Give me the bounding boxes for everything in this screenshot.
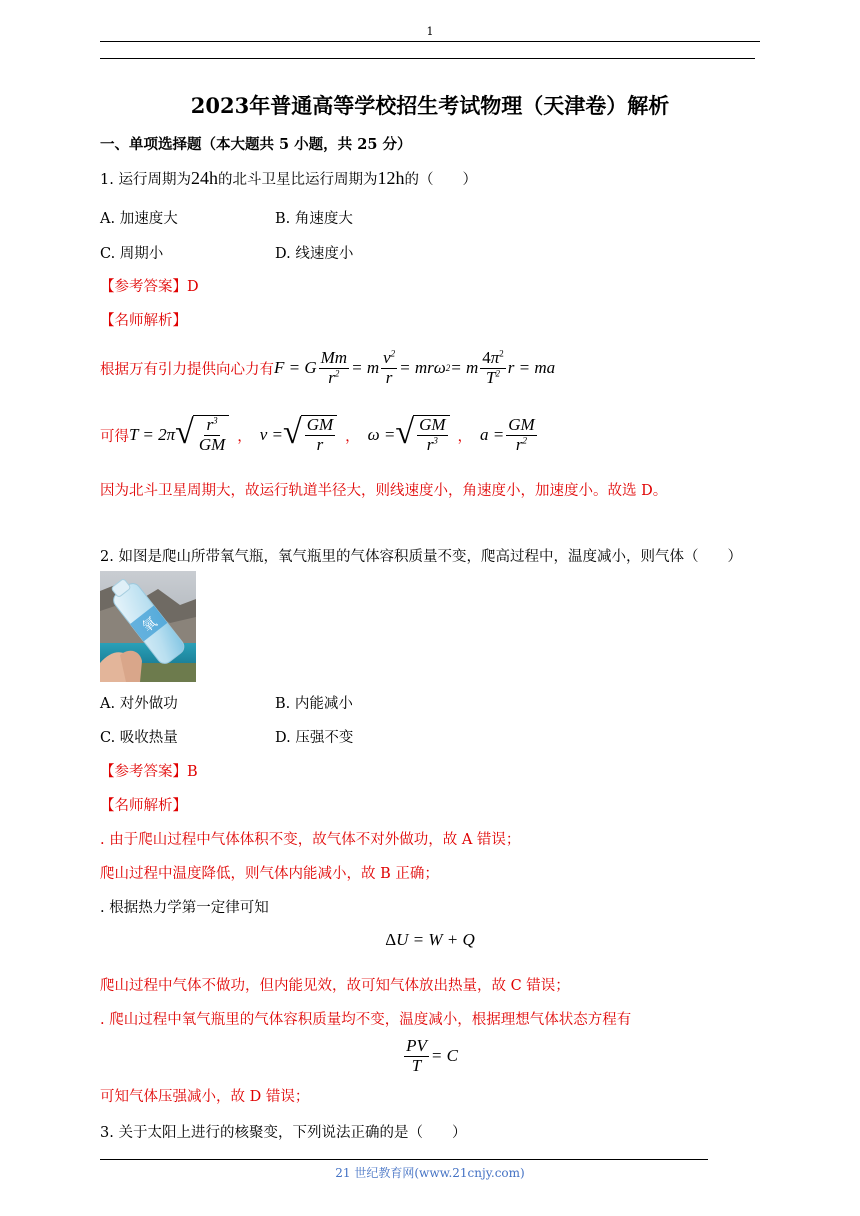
footer-rule — [100, 1159, 708, 1160]
q2-first-law-equation: ΔU = W + Q — [385, 930, 475, 949]
header-rule-top — [100, 41, 760, 42]
svg-text:氧: 氧 — [139, 614, 161, 636]
oxygen-bottle-photo — [100, 571, 196, 682]
q2-option-a: A. 对外做功 — [100, 696, 178, 712]
question-2-stem: 2. 如图是爬山所带氧气瓶，氧气瓶里的气体容积质量不变，爬高过程中，温度减小，则气体（ ） — [100, 549, 742, 565]
q1-option-c: C. 周期小 — [100, 246, 164, 262]
footer-source: 21 世纪教育网(www.21cnjy.com) — [335, 1166, 525, 1180]
q2-option-b: B. 内能减小 — [275, 696, 353, 712]
question-3-stem: 3. 关于太阳上进行的核聚变，下列说法正确的是（ ） — [100, 1125, 467, 1141]
q2-analysis-line-1: . 由于爬山过程中气体体积不变，故气体不对外做功，故 A 错误； — [100, 832, 521, 848]
q1-equation-line-1: 根据万有引力提供向心力有 F = G $\frac{Mm}{r^2}$ = m $\frac{v^2}{r}$ = mrω 2 = m $\frac{4\pi^2}{T^2}$ r = ma — [100, 347, 556, 387]
q2-gas-law-equation: $\frac{PV}{T}$ = C — [406, 1035, 458, 1075]
q2-analysis-line-5: . 爬山过程中氧气瓶里的气体容积质量均不变，温度减小，根据理想气体状态方程有 — [100, 1012, 632, 1028]
q1-option-d: D. 线速度小 — [275, 246, 354, 262]
page-number: 1 — [426, 25, 434, 38]
q1-option-a: A. 加速度大 — [100, 211, 178, 227]
q1-option-b: B. 角速度大 — [275, 211, 353, 227]
q2-option-d: D. 压强不变 — [275, 730, 354, 746]
q2-analysis-line-4: 爬山过程中气体不做功，但内能见效，故可知气体放出热量，故 C 错误； — [100, 978, 570, 994]
question-1-stem: 1. 运行周期为24h的北斗卫星比运行周期为12h的（ ） — [100, 168, 477, 188]
header-rule-bottom — [100, 58, 755, 59]
q2-analysis-label: 【名师解析】 — [100, 798, 187, 814]
q1-conclusion: 因为北斗卫星周期大，故运行轨道半径大，则线速度小，角速度小，加速度小。故选 D。 — [100, 483, 668, 499]
q2-analysis-line-6: 可知气体压强减小，故 D 错误； — [100, 1089, 310, 1105]
q1-equation-line-2: 可得 T = 2π √ $\frac{r^3}{GM}$ ， v = √ $\frac{GM}{r}$ ， ω = √ $\frac{GM}{r^3}$ ， a = $\frac{GM}{r^2}$ — [100, 414, 535, 454]
q2-option-c: C. 吸收热量 — [100, 730, 178, 746]
q2-analysis-line-3: . 根据热力学第一定律可知 — [100, 900, 269, 916]
page-title: 2023年普通高等学校招生考试物理（天津卷）解析 — [190, 93, 670, 118]
q2-analysis-line-2: 爬山过程中温度降低，则气体内能减小，故 B 正确； — [100, 866, 439, 882]
section-heading: 一、单项选择题（本大题共 5 小题，共 25 分） — [100, 136, 412, 153]
q1-analysis-label: 【名师解析】 — [100, 313, 187, 329]
q1-answer: 【参考答案】D — [100, 279, 199, 295]
q2-answer: 【参考答案】B — [100, 764, 198, 780]
